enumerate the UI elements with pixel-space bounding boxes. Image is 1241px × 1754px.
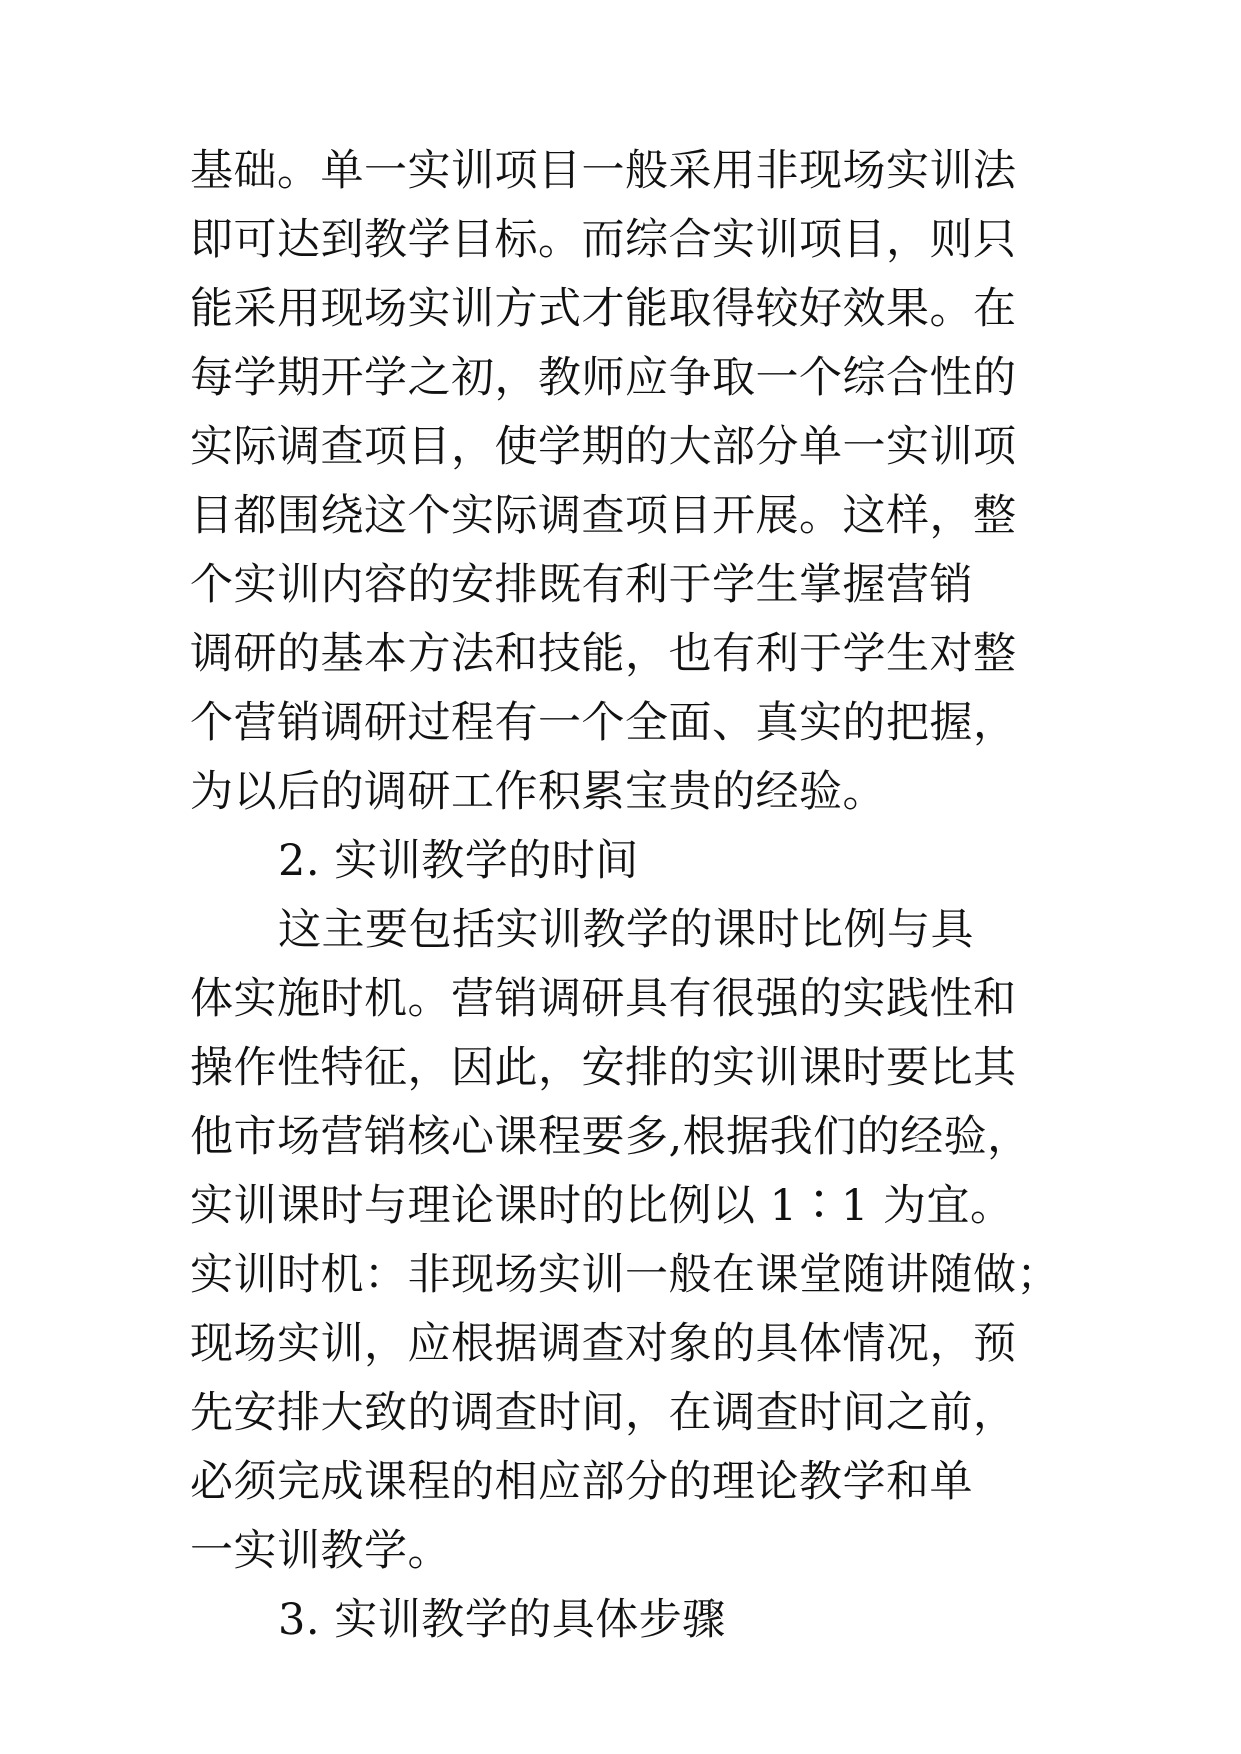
paragraph-line: 他市场营销核心课程要多,根据我们的经验， [190,1112,1031,1162]
section-heading: 3. 实训教学的具体步骤 [278,1595,726,1645]
paragraph-line: 现场实训，应根据调查对象的具体情况，预 [190,1319,1017,1369]
paragraph-line: 实训课时与理论课时的比例以 1∶1 为宜。 [190,1181,1014,1231]
paragraph-line: 实际调查项目，使学期的大部分单一实训项 [190,422,1017,472]
paragraph-line: 能采用现场实训方式才能取得较好效果。在 [190,284,1017,334]
paragraph-line: 为以后的调研工作积累宝贵的经验。 [190,767,886,817]
paragraph-line: 这主要包括实训教学的课时比例与具 [278,905,974,955]
paragraph-line: 目都围绕这个实际调查项目开展。这样，整 [190,491,1017,541]
paragraph-line: 每学期开学之初，教师应争取一个综合性的 [190,353,1017,403]
paragraph-line: 实训时机：非现场实训一般在课堂随讲随做； [190,1250,1060,1300]
paragraph-line: 个营销调研过程有一个全面、真实的把握， [190,698,1017,748]
section-heading: 2. 实训教学的时间 [278,836,639,886]
paragraph-line: 即可达到教学目标。而综合实训项目，则只 [190,215,1017,265]
paragraph-line: 一实训教学。 [190,1526,451,1576]
paragraph-line: 个实训内容的安排既有利于学生掌握营销 [190,560,973,610]
paragraph-line: 调研的基本方法和技能，也有利于学生对整 [190,629,1017,679]
paragraph-line: 先安排大致的调查时间，在调查时间之前， [190,1388,1017,1438]
paragraph-line: 操作性特征，因此，安排的实训课时要比其 [190,1043,1017,1093]
paragraph-line: 基础。单一实训项目一般采用非现场实训法 [190,146,1017,196]
paragraph-line: 必须完成课程的相应部分的理论教学和单 [190,1457,973,1507]
paragraph-line: 体实施时机。营销调研具有很强的实践性和 [190,974,1017,1024]
